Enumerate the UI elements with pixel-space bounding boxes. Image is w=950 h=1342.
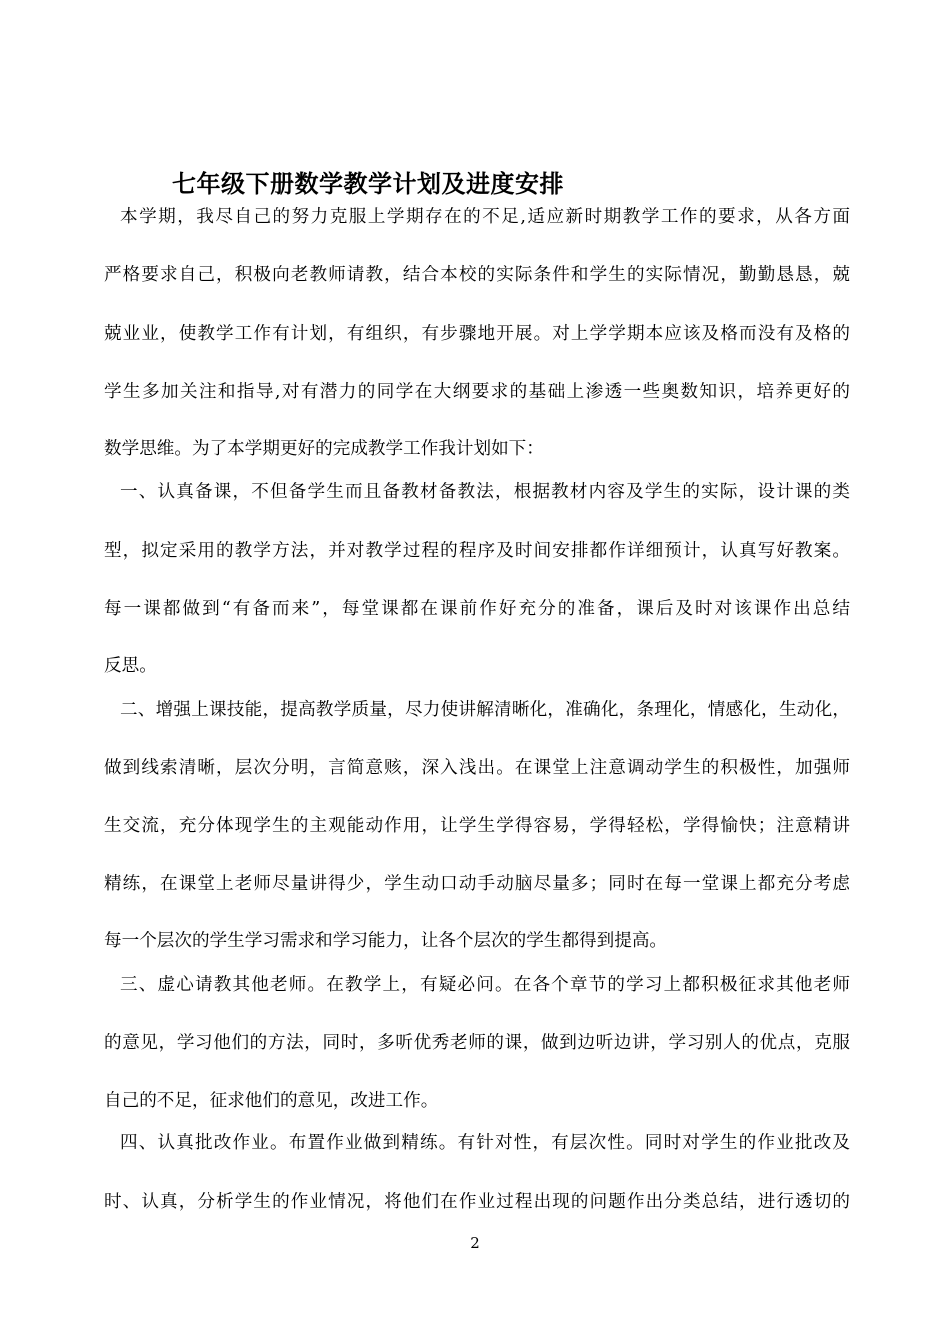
paragraph-line: 学生多加关注和指导,对有潜力的同学在大纲要求的基础上渗透一些奥数知识，培养更好的: [104, 382, 850, 402]
paragraph-line: 时、认真，分析学生的作业情况，将他们在作业过程出现的问题作出分类总结，进行透切的: [104, 1192, 850, 1212]
paragraph-line: 本学期，我尽自己的努力克服上学期存在的不足,适应新时期教学工作的要求，从各方面: [120, 207, 850, 227]
paragraph-line: 生交流，充分体现学生的主观能动作用，让学生学得容易，学得轻松，学得愉快；注意精讲: [104, 816, 850, 836]
paragraph-line: 精练，在课堂上老师尽量讲得少，学生动口动手动脑尽量多；同时在每一堂课上都充分考虑: [104, 874, 850, 894]
paragraph-line: 一、认真备课，不但备学生而且备教材备教法，根据教材内容及学生的实际，设计课的类: [120, 482, 850, 502]
paragraph-line: 自己的不足，征求他们的意见，改进工作。: [104, 1091, 439, 1111]
paragraph-line: 数学思维。为了本学期更好的完成教学工作我计划如下：: [104, 439, 544, 459]
paragraph-line: 做到线索清晰，层次分明，言简意赅，深入浅出。在课堂上注意调动学生的积极性，加强师: [104, 758, 850, 778]
paragraph-line: 兢业业，使教学工作有计划，有组织，有步骤地开展。对上学学期本应该及格而没有及格的: [104, 324, 850, 344]
paragraph-line: 三、虚心请教其他老师。在教学上，有疑必问。在各个章节的学习上都积极征求其他老师: [120, 975, 850, 995]
paragraph-line: 二、增强上课技能，提高教学质量，尽力使讲解清晰化，准确化，条理化，情感化，生动化，: [120, 700, 850, 720]
document-title: 七年级下册数学教学计划及进度安排: [172, 170, 564, 198]
paragraph-line: 反思。: [104, 656, 157, 676]
page-number: 2: [470, 1234, 480, 1252]
paragraph-line: 每一课都做到“有备而来”，每堂课都在课前作好充分的准备，课后及时对该课作出总结: [104, 599, 850, 619]
paragraph-line: 严格要求自己，积极向老教师请教，结合本校的实际条件和学生的实际情况，勤勤恳恳，兢: [104, 265, 850, 285]
paragraph-line: 的意见，学习他们的方法，同时，多听优秀老师的课，做到边听边讲，学习别人的优点，克服: [104, 1033, 850, 1053]
paragraph-line: 每一个层次的学生学习需求和学习能力，让各个层次的学生都得到提高。: [104, 931, 668, 951]
paragraph-line: 四、认真批改作业。布置作业做到精练。有针对性，有层次性。同时对学生的作业批改及: [120, 1133, 850, 1153]
paragraph-line: 型，拟定采用的教学方法，并对教学过程的程序及时间安排都作详细预计，认真写好教案。: [104, 541, 850, 561]
